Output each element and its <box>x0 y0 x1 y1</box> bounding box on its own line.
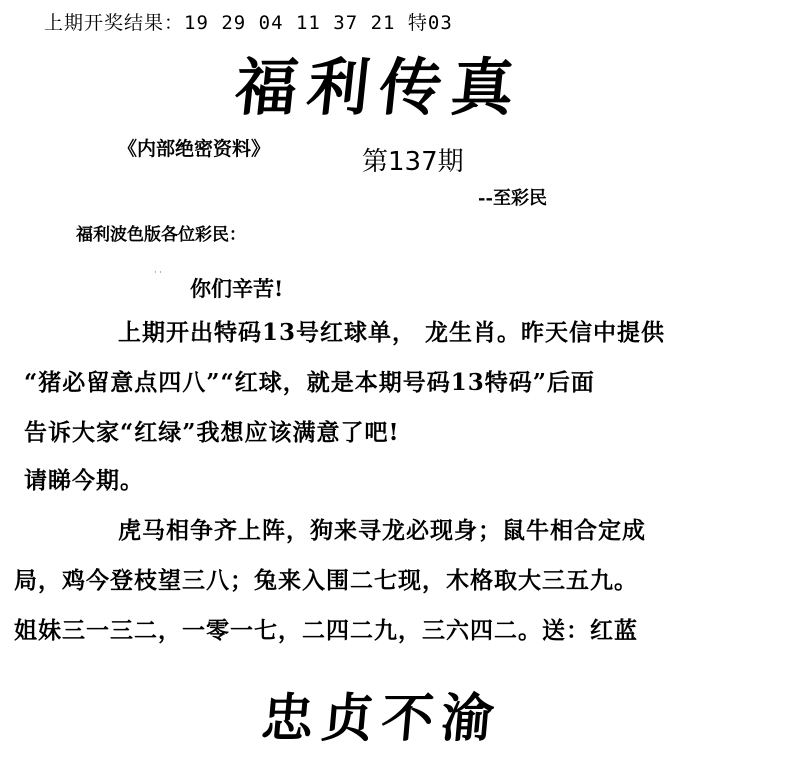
footer-slogan: 忠贞不渝 <box>258 688 505 749</box>
poem-line-2: 局，鸡今登枝望三八；兔来入围二七现，木格取大三五九。 <box>14 567 638 594</box>
thanks-line: 你们辛苦! <box>190 276 284 301</box>
scan-speck-decoration: · · <box>154 268 162 277</box>
poem-line-1: 虎马相争齐上阵，狗来寻龙必现身；鼠牛相合定成 <box>118 517 646 544</box>
body-line-3: 告诉大家“红绿”我想应该满意了吧! <box>24 419 400 446</box>
signature: --至彩民 <box>478 188 547 209</box>
body-line-1: 上期开出特码13号红球单， 龙生肖。昨天信中提供 <box>118 319 666 346</box>
poem-line-3: 姐妹三一三二，一零一七，二四二九，三六四二。送：红蓝 <box>14 617 638 644</box>
body-line-4: 请睇今期。 <box>24 467 144 494</box>
greeting: 福利波色版各位彩民： <box>76 225 246 245</box>
issue-number: 第137期 <box>362 147 464 177</box>
page-title: 福利传真 <box>231 51 528 124</box>
internal-material-label: 《内部绝密资料》 <box>118 138 271 160</box>
previous-draw-result: 上期开奖结果：19 29 04 11 37 21 特03 <box>44 12 453 34</box>
body-line-2: “猪必留意点四八”“红球，就是本期号码13特码”后面 <box>24 369 595 396</box>
